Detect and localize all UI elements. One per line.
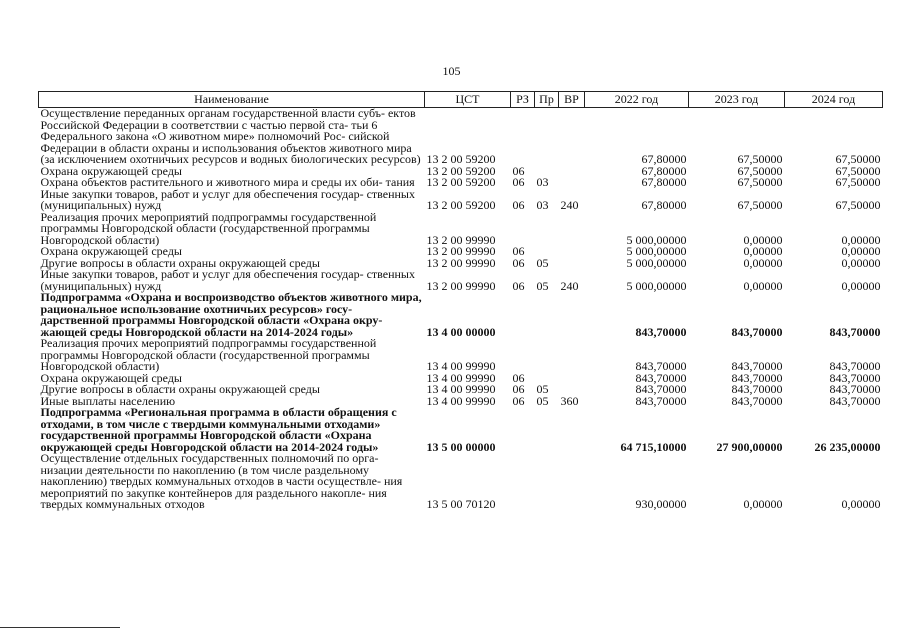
row-2024-cell: 843,70000 xyxy=(829,359,881,373)
row-pr-cell xyxy=(535,407,559,453)
row-vr-cell xyxy=(559,212,585,247)
row-cst-cell: 13 4 00 99990 xyxy=(426,382,496,396)
row-vr-cell xyxy=(559,338,585,373)
row-2024-cell: 0,00000 xyxy=(841,255,881,270)
row-2022-cell: 5 000,00000 xyxy=(626,232,687,247)
row-2022-cell: 5 000,00000 xyxy=(626,278,687,293)
row-vr-cell: 360 xyxy=(560,393,579,408)
row-2023-cell: 843,70000 xyxy=(731,359,783,373)
row-2024-cell: 67,50000 xyxy=(835,198,881,212)
row-pr-cell: 03 xyxy=(536,198,549,212)
row-2023-cell: 0,00000 xyxy=(743,278,783,293)
row-name-cell: Охрана окружающей среды xyxy=(40,163,182,178)
row-2024-cell: 843,70000 xyxy=(829,370,881,385)
table-row xyxy=(39,453,883,511)
row-cst-cell: 13 2 00 99990 xyxy=(426,244,496,258)
row-2022-cell: 843,70000 xyxy=(635,393,687,408)
row-rz-cell: 06 xyxy=(512,393,525,408)
row-vr-cell xyxy=(559,373,585,385)
row-2023-cell: 27 900,00000 xyxy=(716,439,783,454)
table-row xyxy=(39,189,883,212)
row-rz-cell: 06 xyxy=(512,370,525,385)
row-2022-cell: 930,00000 xyxy=(635,497,687,511)
row-cst-cell: 13 2 00 99990 xyxy=(426,232,496,247)
row-pr-cell: 03 xyxy=(536,175,549,189)
row-name-cell: Охрана окружающей среды xyxy=(40,370,182,385)
page-number: 105 xyxy=(442,64,461,78)
table-row xyxy=(39,292,883,338)
row-cst-cell: 13 5 00 70120 xyxy=(426,497,496,511)
row-2023-cell: 0,00000 xyxy=(743,497,783,511)
row-pr-cell xyxy=(535,212,559,247)
row-2024-cell: 67,50000 xyxy=(835,163,881,178)
table-row xyxy=(39,108,883,166)
row-name-cell: Иные закупки товаров, работ и услуг для обеспечения государ- ственных (муниципальных) нужд xyxy=(40,186,415,212)
table-body xyxy=(39,108,883,511)
row-cst-cell: 13 4 00 99990 xyxy=(426,359,496,373)
row-name-cell: Реализация прочих мероприятий подпрограммы государственной программы Новгородской области (государственной программы Новгородской области) xyxy=(40,209,377,247)
row-2024-cell: 843,70000 xyxy=(829,393,881,408)
row-rz-cell xyxy=(511,108,535,166)
row-cst-cell: 13 4 00 00000 xyxy=(426,324,496,339)
header-rz: РЗ xyxy=(511,92,535,108)
row-2023-cell: 67,50000 xyxy=(737,198,783,212)
row-pr-cell: 05 xyxy=(536,255,549,270)
row-2024-cell: 843,70000 xyxy=(829,324,881,339)
row-name-cell: Иные закупки товаров, работ и услуг для обеспечения государ- ственных (муниципальных) нужд xyxy=(40,267,415,293)
row-2023-cell: 67,50000 xyxy=(737,175,783,189)
table-row xyxy=(39,338,883,373)
row-cst-cell: 13 4 00 99990 xyxy=(426,393,496,408)
footer-rule xyxy=(0,627,120,628)
row-vr-cell xyxy=(559,177,585,189)
row-vr-cell xyxy=(559,453,585,511)
row-name-cell: Подпрограмма «Региональная программа в области обращения с отходами, в том числе с твердыми коммунальными отходами» государственной программы Новгородской области «Охрана окружающей среды Новгородской области на 2014-2024 годы» xyxy=(40,405,397,454)
row-2024-cell: 0,00000 xyxy=(841,278,881,293)
row-2024-cell: 0,00000 xyxy=(841,244,881,258)
row-pr-cell xyxy=(535,108,559,166)
row-2023-cell: 843,70000 xyxy=(731,324,783,339)
row-vr-cell: 240 xyxy=(560,198,579,212)
row-2023-cell: 67,50000 xyxy=(737,163,783,178)
row-vr-cell xyxy=(559,292,585,338)
row-2023-cell: 0,00000 xyxy=(743,244,783,258)
row-name-cell: Осуществление отдельных государственных полномочий по орга- низации деятельности по накоплению (в том числе раздельному накоплению) твердых коммунальных отходов в части осуществле- ния мероприятий по закупке контейнеров для раздельного накопле- ния твердых коммунальных отходов xyxy=(40,451,403,511)
row-2023-cell: 843,70000 xyxy=(731,393,783,408)
row-cst-cell: 13 2 00 99990 xyxy=(426,255,496,270)
table-row xyxy=(39,212,883,247)
row-pr-cell: 05 xyxy=(536,382,549,396)
row-2024-cell: 0,00000 xyxy=(841,232,881,247)
row-cst-cell: 13 2 00 59200 xyxy=(426,198,496,212)
row-name-cell: Охрана окружающей среды xyxy=(40,244,182,258)
row-vr-cell xyxy=(559,246,585,258)
row-rz-cell xyxy=(511,212,535,247)
row-rz-cell xyxy=(511,338,535,373)
row-vr-cell xyxy=(559,166,585,178)
budget-table xyxy=(38,91,883,511)
row-2023-cell: 0,00000 xyxy=(743,255,783,270)
row-rz-cell: 06 xyxy=(512,255,525,270)
row-rz-cell: 06 xyxy=(512,175,525,189)
row-vr-cell xyxy=(559,108,585,166)
row-2022-cell: 67,80000 xyxy=(641,152,687,166)
row-2024-cell: 843,70000 xyxy=(829,382,881,396)
row-cst-cell: 13 2 00 59200 xyxy=(426,152,496,166)
row-2022-cell: 64 715,10000 xyxy=(620,439,687,454)
row-rz-cell: 06 xyxy=(512,382,525,396)
row-name-cell: Другие вопросы в области охраны окружающей среды xyxy=(40,382,320,396)
table-row xyxy=(39,407,883,453)
row-name-cell: Другие вопросы в области охраны окружающей среды xyxy=(40,255,320,270)
row-cst-cell: 13 5 00 00000 xyxy=(426,439,496,454)
row-2023-cell: 843,70000 xyxy=(731,382,783,396)
row-cst-cell: 13 4 00 99990 xyxy=(426,370,496,385)
header-2022: 2022 год xyxy=(585,92,689,108)
row-2024-cell: 0,00000 xyxy=(841,497,881,511)
row-2022-cell: 843,70000 xyxy=(635,370,687,385)
row-rz-cell xyxy=(511,407,535,453)
row-cst-cell: 13 2 00 59200 xyxy=(426,175,496,189)
row-vr-cell xyxy=(559,258,585,270)
row-name-cell: Иные выплаты населению xyxy=(40,393,176,408)
row-2024-cell: 67,50000 xyxy=(835,175,881,189)
row-vr-cell xyxy=(559,407,585,453)
row-2023-cell: 67,50000 xyxy=(737,152,783,166)
row-rz-cell: 06 xyxy=(512,163,525,178)
row-2024-cell: 26 235,00000 xyxy=(814,439,881,454)
row-2023-cell: 0,00000 xyxy=(743,232,783,247)
row-rz-cell: 06 xyxy=(512,198,525,212)
row-2022-cell: 843,70000 xyxy=(635,359,687,373)
row-cst-cell: 13 2 00 59200 xyxy=(426,163,496,178)
row-name-cell: Охрана объектов растительного и животного мира и среды их оби- тания xyxy=(40,175,415,189)
header-vr: ВР xyxy=(559,92,585,108)
row-pr-cell xyxy=(535,292,559,338)
row-name-cell: Реализация прочих мероприятий подпрограммы государственной программы Новгородской области (государственной программы Новгородской области) xyxy=(40,336,377,373)
row-2022-cell: 67,80000 xyxy=(641,163,687,178)
row-rz-cell xyxy=(511,453,535,511)
header-cst: ЦСТ xyxy=(425,92,511,108)
row-2022-cell: 843,70000 xyxy=(635,324,687,339)
row-2023-cell: 843,70000 xyxy=(731,370,783,385)
header-pr: Пр xyxy=(535,92,559,108)
row-rz-cell xyxy=(511,292,535,338)
row-2024-cell: 67,50000 xyxy=(835,152,881,166)
header-name: Наименование xyxy=(39,92,425,108)
header-2024: 2024 год xyxy=(785,92,883,108)
row-vr-cell: 240 xyxy=(560,278,579,293)
row-pr-cell: 05 xyxy=(536,393,549,408)
row-name-cell: Подпрограмма «Охрана и воспроизводство объектов животного мира, рациональное использование охотничьих ресурсов» госу- дарственной программы Новгородской области «Охрана окру- жающей среды Новгородской области на 2014-2024 годы» xyxy=(40,290,422,339)
row-pr-cell xyxy=(535,453,559,511)
row-pr-cell: 05 xyxy=(536,278,549,293)
row-2022-cell: 843,70000 xyxy=(635,382,687,396)
table-row xyxy=(39,269,883,292)
row-cst-cell: 13 2 00 99990 xyxy=(426,278,496,293)
row-2022-cell: 5 000,00000 xyxy=(626,244,687,258)
row-rz-cell: 06 xyxy=(512,244,525,258)
row-rz-cell: 06 xyxy=(512,278,525,293)
row-2022-cell: 67,80000 xyxy=(641,175,687,189)
row-2022-cell: 5 000,00000 xyxy=(626,255,687,270)
row-pr-cell xyxy=(535,338,559,373)
header-2023: 2023 год xyxy=(689,92,785,108)
row-2022-cell: 67,80000 xyxy=(641,198,687,212)
row-name-cell: Осуществление переданных органам государственной власти субъ- ектов Российской Федерации в соответствии с частью первой ста- тьи 6 Федерального закона «О животном мире» полномочий Рос- сийской Федерации в области охраны и использования объектов животного мира (за исключением охотничьих ресурсов и водных биологических ресурсов) xyxy=(40,106,421,166)
